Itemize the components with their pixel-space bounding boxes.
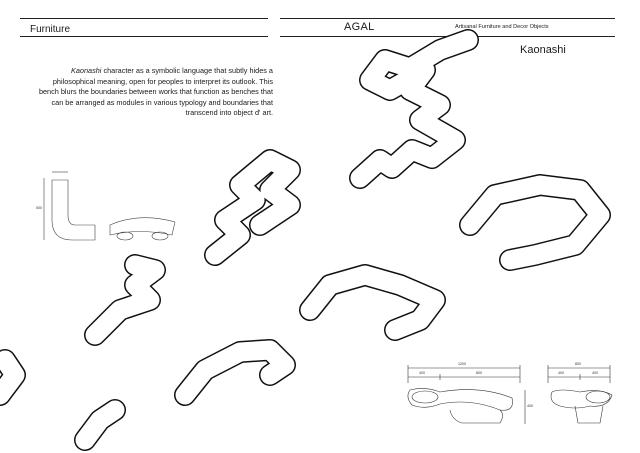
front-view-technical-drawing <box>408 365 612 424</box>
dim-front-width: 1200 <box>458 362 466 366</box>
bench-arrangement-zigzag-top <box>360 40 468 178</box>
bench-arrangement-edge-left <box>0 360 115 440</box>
bench-arrangement-square-right <box>470 185 600 260</box>
dim-front-height: 400 <box>527 404 533 408</box>
description-emphasis: Kaonashi <box>70 66 102 75</box>
dim-side-height: 500 <box>36 206 42 210</box>
dim-end-right: 400 <box>592 371 598 375</box>
bench-arrangement-arc-bottom <box>185 350 285 395</box>
description-body: character as a symbolic language that subtly hides a philosophical meaning, open for peoples to interpret its outlook. This bench blurs the boundaries between works that function as benches that can be arranged as modules in various typology and boundaries that transcend into object d' art. <box>38 66 273 118</box>
section-label: Furniture <box>30 24 71 35</box>
brand-tagline: Artisanal Furniture and Decor Objects <box>455 24 549 30</box>
product-title: Kaonashi <box>520 44 566 56</box>
side-view-drawing <box>44 172 175 240</box>
bench-arrangement-zigzag-left <box>95 265 155 335</box>
dim-front-left: 400 <box>419 371 425 375</box>
bench-arrangement-zigzag-mid <box>215 160 290 255</box>
bench-arrangement-u-center <box>310 275 435 330</box>
brand-name: AGAL <box>344 21 375 33</box>
dim-end-width: 800 <box>575 362 581 366</box>
dim-end-left: 400 <box>558 371 564 375</box>
dim-front-right: 800 <box>476 371 482 375</box>
